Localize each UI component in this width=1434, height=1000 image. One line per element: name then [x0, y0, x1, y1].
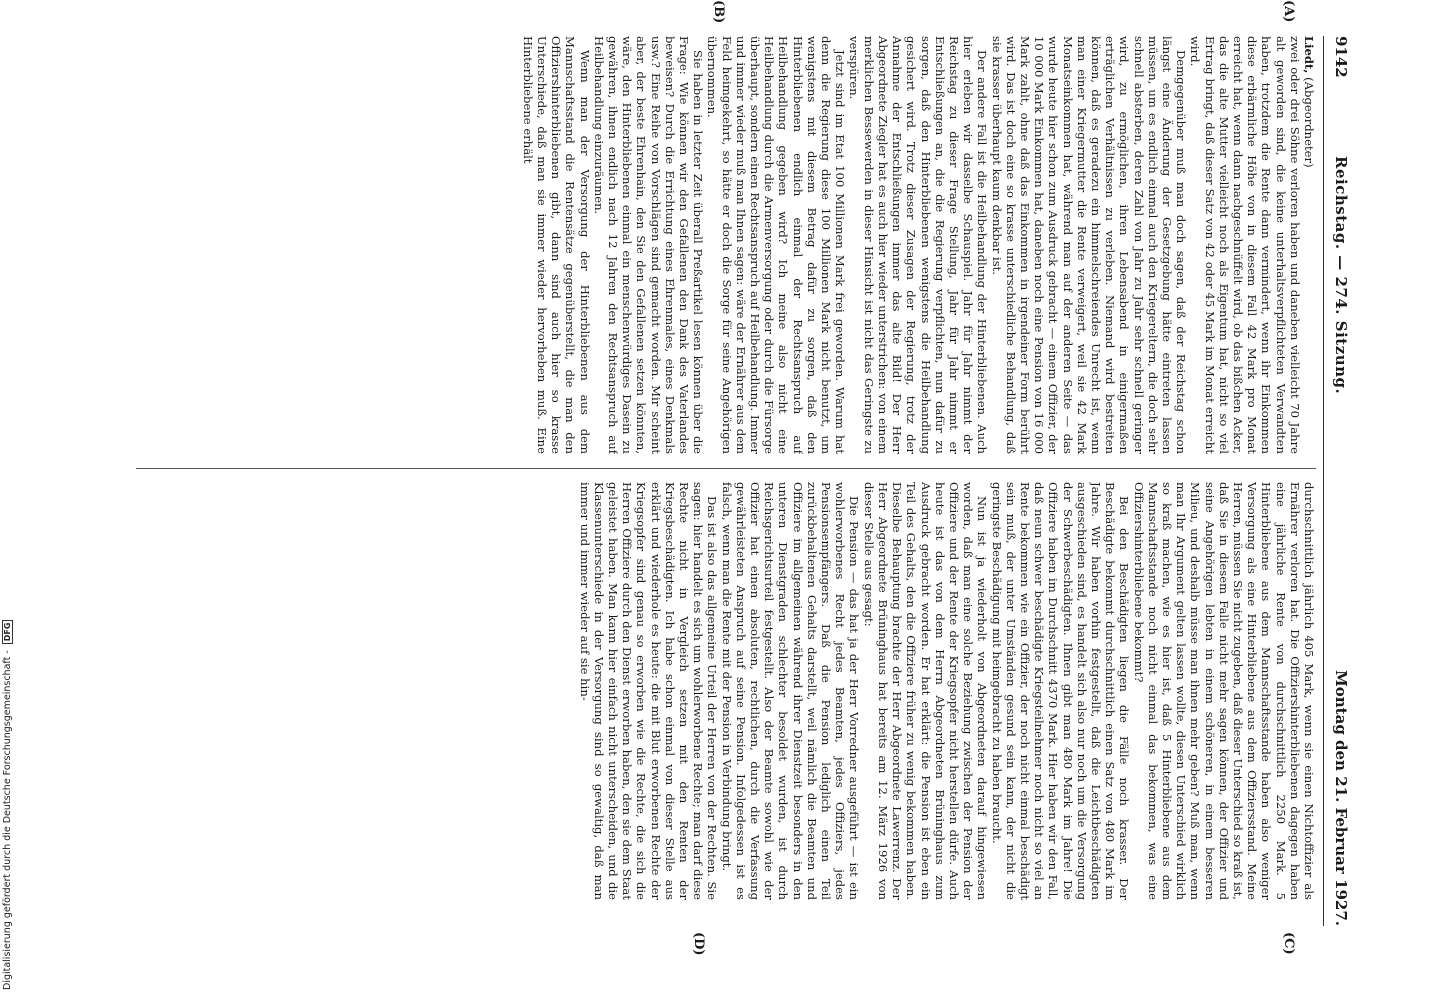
left-paragraph: Demgegenüber muß man doch sagen, daß der Reichstag schon längst eine Änderung der Gesetzgebung hätte eintreten lassen müssen, um es endlich einmal auch den Kriegereltern, die doch sehr schnell absterben, deren Zahl von Jahr zu Jahr sehr schnell geringer wird, zu ermöglichen, ihren Lebensabend in einigermaßen erträglichen Verhältnissen zu verleben. Niemand wird bestreiten können, daß es geradezu ein himmelschreiendes Unrecht ist, wenn man einer Kriegermutter die Rente verweigert, weil sie 42 Mark Monatseinkommen hat, während man auf der anderen Seite — das wurde heute hier schon zum Ausdruck gebracht — einem Offizier, der 10 000 Mark Einkommen hat, daneben noch eine Pension von 16 000 Mark zahlt, ohne daß das Einkommen in irgendeiner Form berührt wird. Das ist doch eine so krasse unterschiedliche Behandlung, daß sie krasser überhaupt kaum denkbar ist.: [989, 36, 1189, 454]
speaker-name: Liedt,: [1302, 36, 1316, 74]
left-paragraph: Jetzt sind im Etat 100 Millionen Mark frei geworden. Warum hat denn die Regierung diese 100 Millionen Mark nicht benutzt, um wenigstens mit diesem Betrag dafür zu sorgen, daß den Hinterbliebenen endlich einmal der Rechtsanspruch auf Heilbehandlung gegeben wird? Ich meine also nicht eine Heilbehandlung durch die Armenversorgung oder durch die Fürsorge überhaupt, sondern einen Rechtsanspruch auf Heilbehandlung. Immer und immer wieder muß man Ihnen sagen: wäre der Ernährer aus dem Feld heimgekehrt, so hätte er doch die Sorge für seine Angehörigen übernommen.: [705, 36, 848, 454]
speaker-role: Abgeordneter: [1302, 81, 1316, 164]
right-paragraph: Das ist also das allgemeine Urteil der Herren von der Rechten. Sie sagen: hier handelt es sich um wohlerworbene Rechte; man darf diese Rechte nicht in Vergleich setzen mit den Renten der Kriegsbeschädigten. Ich habe schon einmal von dieser Stelle aus erklärt und wiederhole es heute: die mit Blut erworbenen Rechte der Kriegsopfer sind genau so erworben wie die Rechte, die sich die Herren Offiziere durch den Dienst erworben haben, den sie dem Staat geleistet haben. Man kann hier einfach nicht unterscheiden, und die Klassenunterschiede in der Versorgung sind so gewaltig, daß man immer und immer wieder auf sie hin-: [577, 482, 720, 900]
digitization-footer: [2, 620, 13, 990]
page-number: 9142: [1332, 36, 1350, 78]
left-paragraph: Wenn man der Versorgung der Hinterbliebenen aus dem Mannschaftsstand die Rentensätze gegenüberstellt, die man den Offiziershinterbliebenen gibt, dann sind auch hier so krasse Unterschiede, daß man sie immer wieder hervorheben muß. Eine Hinterbliebene erhält: [520, 36, 592, 454]
right-paragraph: Bei den Beschädigten liegen die Fälle noch krasser. Der Beschädigte bekommt durchschnittlich einen Satz von 480 Mark im Jahre. Wir haben vorhin festgestellt, daß die Leichtbeschädigten ausgeschieden sind, es handelt sich also nur noch um die Versorgung der Schwerbeschädigten. Ihnen gibt man 480 Mark im Jahre! Die Offiziere haben im Durchschnitt 4370 Mark. Hier haben wir den Fall, daß neun schwer beschädigte Kriegsteilnehmer noch nicht so viel an Rente bekommen wie ein Offizier, der noch nicht einmal beschädigt sein muß, der unter Umständen gesund sein kann, der nicht die geringste Beschädigung mit heimgebracht zu haben braucht.: [989, 482, 1132, 900]
session-date: Montag den 21. Februar 1927.: [1332, 670, 1350, 926]
left-paragraph: zwei oder drei Söhne verloren haben und daneben vielleicht 70 Jahre alt geworden sind, die keine unterhaltsverpflichteten Verwandten haben, trotzdem die Rente dann vermindert, wenn ihr Einkommen diese erbärmliche Höhe von in diesem Fall 42 Mark pro Monat erreicht hat, wenn dann nachgeschnüffelt wird, ob das bißchen Acker, das die alte Mutter vielleicht noch als Eigentum hat, nicht so viel Ertrag bringt, daß dieser Satz von 42 oder 45 Mark im Monat erreicht wird.: [1188, 36, 1302, 454]
header-rule: [1323, 36, 1324, 926]
margin-marker-b: (B): [711, 0, 726, 24]
right-paragraph: durchschnittlich jährlich 405 Mark, wenn sie einen Nichtoffizier als Ernährer verloren hat. Die Offiziershinterbliebenen dagegen haben eine jährliche Rente von durchschnittlich 2250 Mark. 5 Hinterbliebene aus dem Mannschaftsstande haben also weniger Versorgung als eine Hinterbliebene aus dem Offiziersstand. Meine Herren, müssen Sie nicht zugeben, daß dieser Unterschied so kraß ist, daß Sie in diesem Falle nicht mehr sagen können, der Offizier und seine Angehörigen lebten in einem schöneren, in einem besseren Milieu, und deshalb müsse man ihnen mehr geben? Muß man, wenn man Ihr Argument gelten lassen wollte, diesen Unterschied wirklich so kraß machen, wie es hier ist, daß 5 Hinterbliebene aus dem Mannschaftsstande noch nicht einmal das bekommen, was eine Offiziershinterbliebene bekommt?: [1131, 482, 1316, 900]
margin-marker-a: (A): [1281, 0, 1296, 23]
column-divider: [136, 468, 1316, 469]
margin-marker-d: (D): [691, 932, 706, 956]
right-quote: Die Pension — das hat ja der Herr Vorredner ausgeführt — ist ein wohlerworbenes Recht jedes Beamten, jedes Offiziers, jedes Pensionsempfängers. Daß die Pension lediglich einen Teil zurückbehaltenen Gehalts darstellt, weil nämlich die Beamten und Offiziere im allgemeinen während ihrer Dienstzeit besonders in den unteren Dienstgraden schlechter besoldet wurden, ist durch Reichsgerichtsurteil festgestellt. Also der Beamte sowohl wie der Offizier hat einen absoluten, rechtlichen, durch die Verfassung gewährleisteten Anspruch auf seine Pension. Infolgedessen ist es falsch, wenn man die Rente mit der Pension in Verbindung bringt.: [719, 482, 862, 900]
right-paragraph: Nun ist ja wiederholt von Abgeordneten darauf hingewiesen worden, daß man eine solche Beziehung zwischen der Pension der Offiziere und der Rente der Kriegsopfer nicht herstellen dürfe. Auch heute ist das von dem Herrn Abgeordneten Brüninghaus zum Ausdruck gebracht worden. Er hat erklärt: die Pension ist eben ein Teil des Gehalts, den die Offiziere früher zu wenig bekommen haben. Dieselbe Behauptung brachte der Herr Abgeordnete Lawerrenz. Der Herr Abgeordnete Brüninghaus hat bereits am 12. März 1926 von dieser Stelle aus gesagt:: [861, 482, 990, 900]
rotated-page: [116, 0, 1356, 956]
margin-marker-c: (C): [1281, 932, 1296, 955]
dfg-logo-icon: DFG: [2, 620, 13, 645]
page-header: [1326, 36, 1356, 926]
speaker-line: Liedt, (Abgeordneter): [1302, 36, 1316, 168]
left-paragraph: Der andere Fall ist die Heilbehandlung der Hinterbliebenen. Auch hier erleben wir dasselbe Schauspiel. Jahr für Jahr nimmt der Reichstag zu dieser Frage Stellung, Jahr für Jahr nimmt er Entschließungen an, die die Regierung verpflichten, nun dafür zu sorgen, daß den Hinterbliebenen wenigstens die Heilbehandlung gesichert wird. Trotz dieser Zusagen der Regierung, trotz der Annahme der Entschließungen immer das alte Bild! Der Herr Abgeordnete Ziegler hat es auch hier wieder unterstrichen: von einem merklichen Bessewerden in dieser Hinsicht ist nicht das Geringste zu verspüren.: [847, 36, 990, 454]
page-title: Reichstag. — 274. Sitzung.: [1332, 156, 1350, 395]
left-paragraph: Sie haben in letzter Zeit überall Preßartikel lesen können über die Frage: Wie können wir den Gefallenen den Dank des Vaterlandes beweisen? Durch die Errichtung eines Ehrenmales, eines Denkmals usw.? Eine Reihe von Vorschlägen sind gemacht worden. Mir scheint aber, der beste Ehrenhain, den Sie den Gefallenen setzen könnten, wäre, den Hinterbliebenen einmal ein menschenwürdiges Dasein zu gewähren, ihnen endlich nach 12 Jahren den Rechtsanspruch auf Heilbehandlung einzuräumen.: [591, 36, 706, 454]
right-column: [126, 482, 1316, 900]
left-column: [126, 36, 1316, 454]
footer-text: Digitalisierung gefördert durch die Deutsche Forschungsgemeinschaft -: [2, 650, 13, 990]
